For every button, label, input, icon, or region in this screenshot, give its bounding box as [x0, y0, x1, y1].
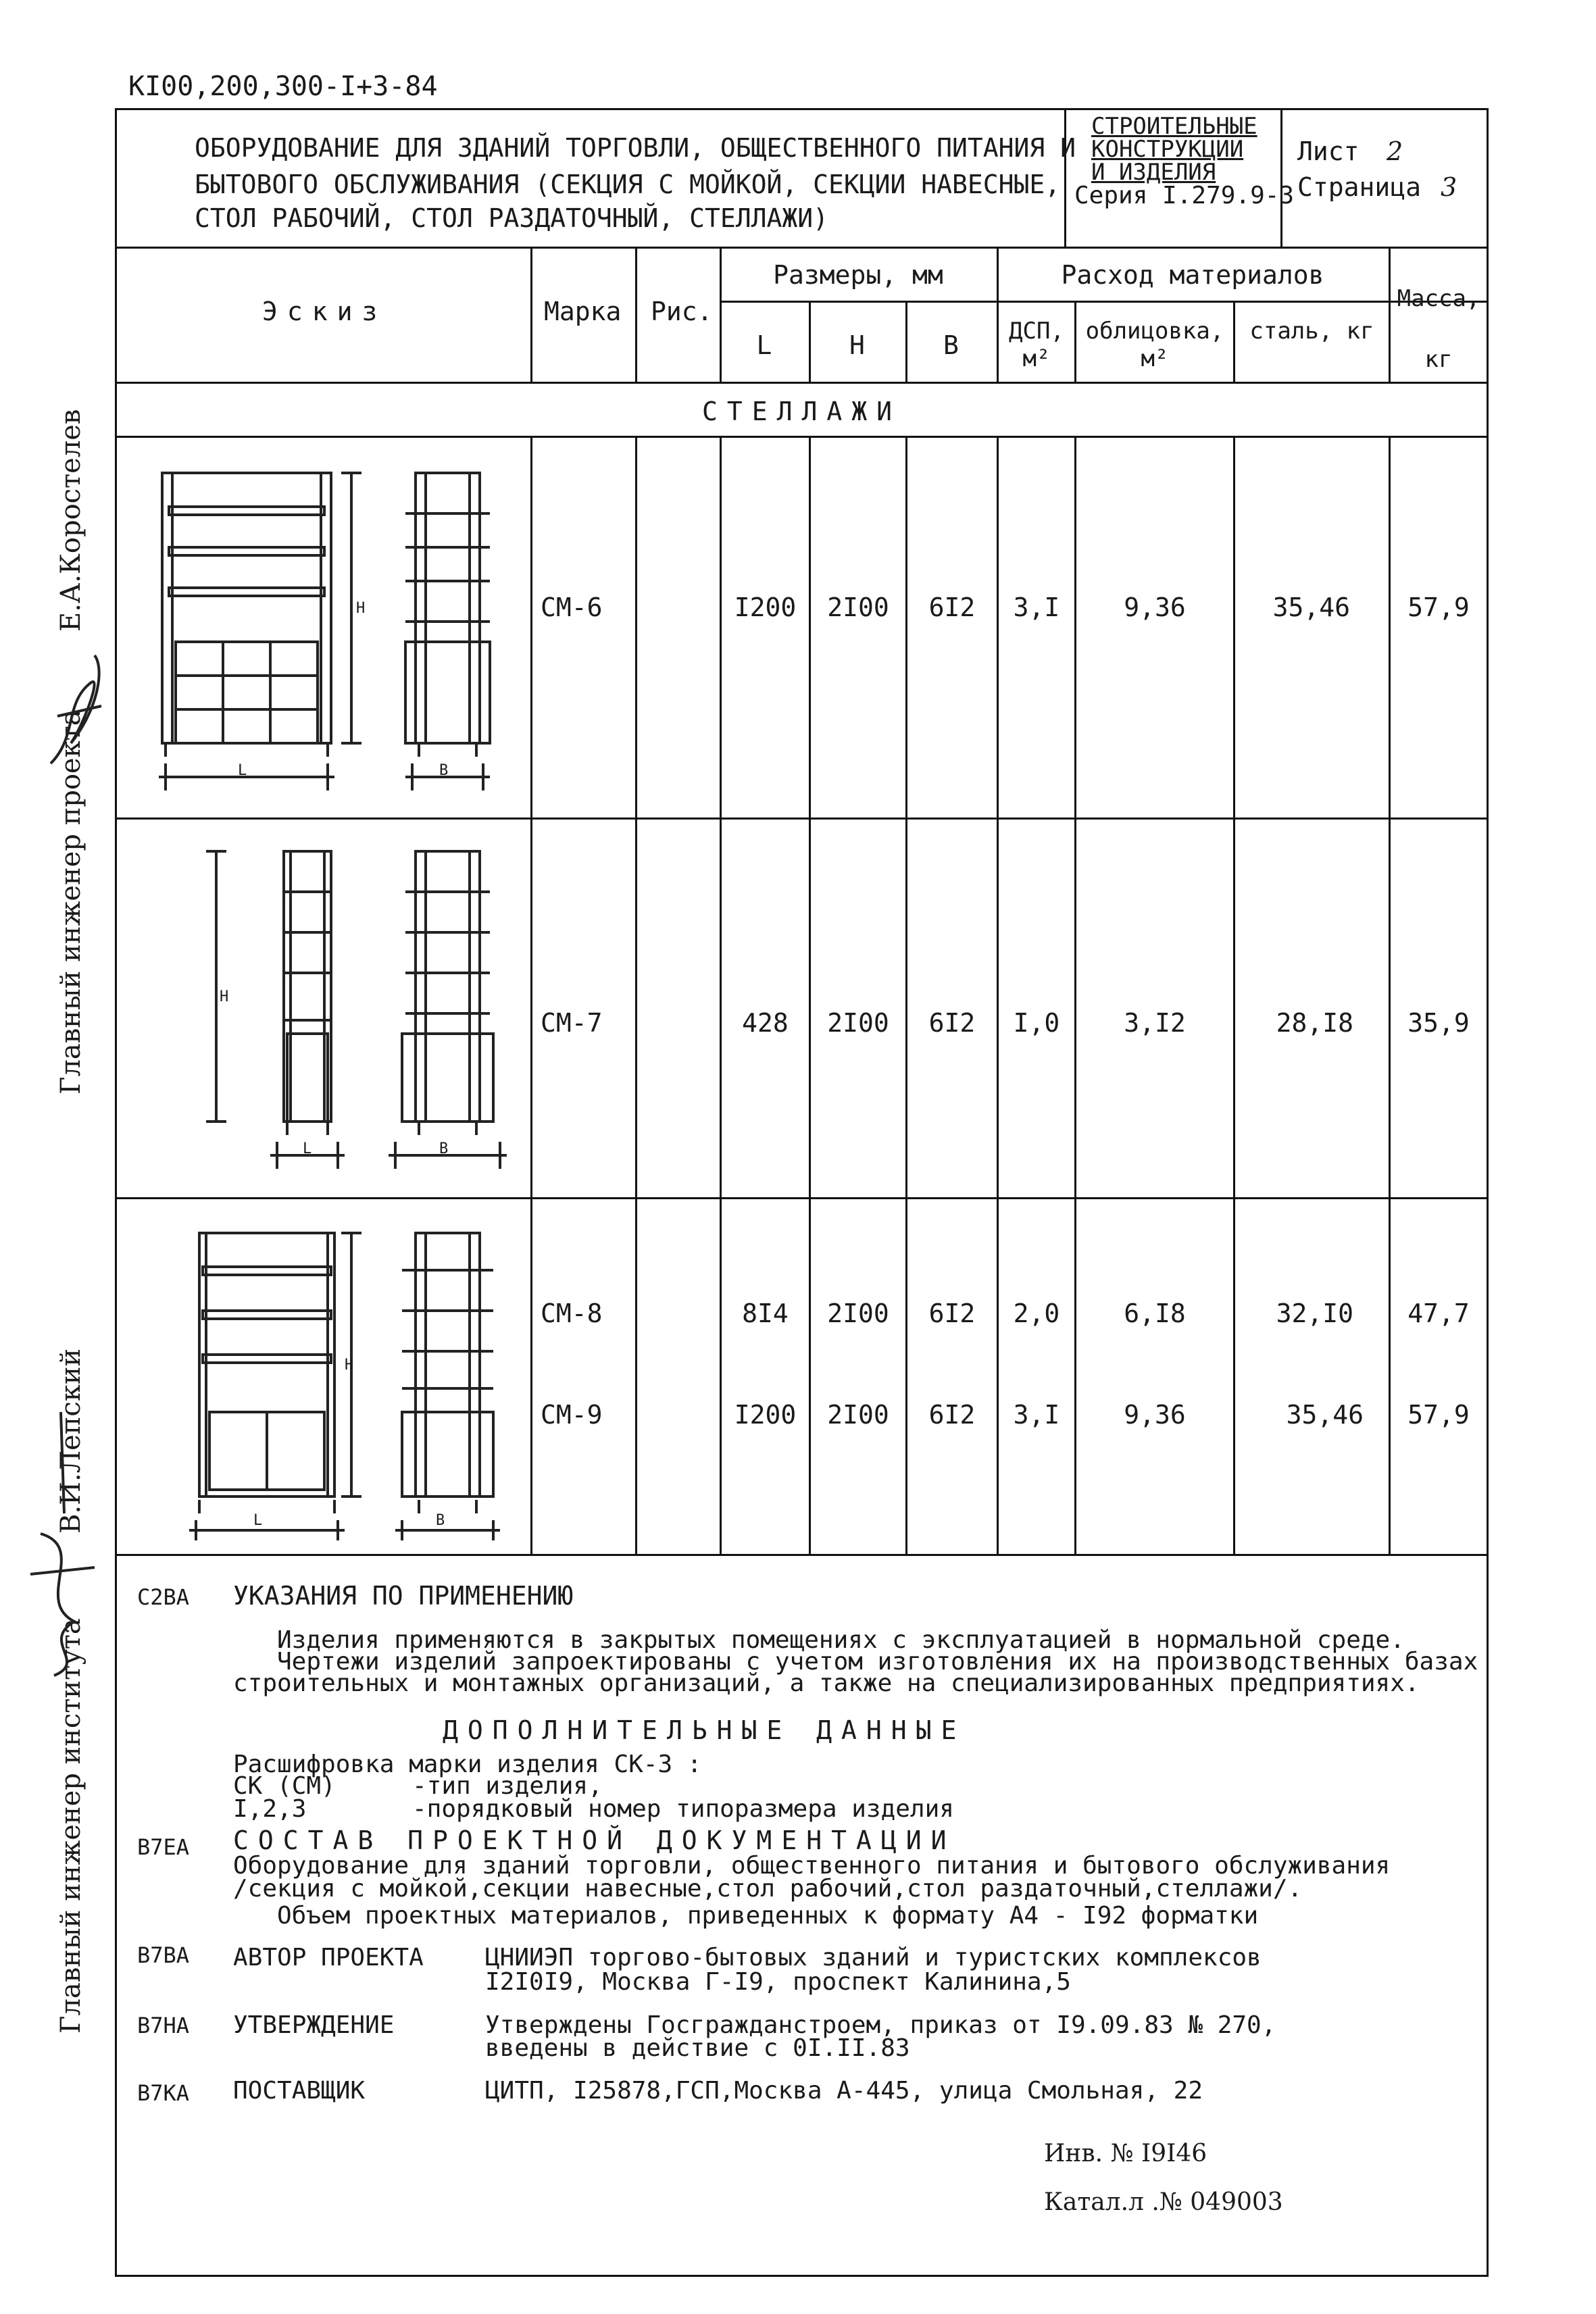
row-steel: 35,46 — [1286, 1400, 1364, 1430]
dims-group-header: Размеры, мм — [773, 260, 943, 290]
note-supplier-label: ПОСТАВЩИК — [233, 2077, 366, 2105]
note-usage-line-3: строительных и монтажных организаций, а также на специализированных предприятиях. — [233, 1669, 1420, 1697]
grid-v-hd-1 — [530, 247, 532, 382]
note-heading-additional: ДОПОЛНИТЕЛЬНЫЕ ДАННЫЕ — [443, 1715, 966, 1745]
grid-h-subheader — [720, 301, 1487, 303]
series-number: Серия I.279.9-3 — [1074, 182, 1295, 209]
sketch-label-H: H — [356, 600, 366, 617]
page-label: Страница — [1297, 172, 1422, 202]
header-divider-1 — [1064, 108, 1066, 247]
sketch-label-H: H — [220, 988, 229, 1005]
note-decode-line: Расшифровка марки изделия СК-3 : — [233, 1751, 702, 1778]
col-dsp-header: ДСП, м² — [1009, 318, 1064, 372]
note-supplier-line: ЦИТП, I25878,ГСП,Москва А-445, улица Смольная, 22 — [485, 2077, 1203, 2105]
row-H: 2I00 — [827, 1008, 889, 1038]
sketch-label-B: B — [439, 1140, 449, 1157]
header-divider-2 — [1280, 108, 1282, 247]
col-mark-header: Марка — [544, 297, 622, 326]
note-code: В7ВА — [137, 1942, 190, 1968]
side-chief-engineer-project: Главный инженер проекта — [55, 709, 86, 1095]
row-B: 6I2 — [928, 1008, 976, 1038]
note-usage-line-1: Изделия применяются в закрытых помещениях с эксплуатацией в нормальной среде. — [277, 1626, 1405, 1654]
note-heading-usage: УКАЗАНИЯ ПО ПРИМЕНЕНИЮ — [233, 1581, 574, 1611]
col-mass-header: Масса, — [1397, 285, 1480, 312]
side-chief-engineer-institute: Главный инженер института — [55, 1618, 86, 2034]
sketch-sm8-sm9 — [135, 1216, 520, 1547]
note-decode-a-val: -тип изделия, — [412, 1772, 603, 1800]
row-L: I200 — [734, 1400, 797, 1430]
row-mass: 57,9 — [1407, 593, 1470, 622]
side-name-lepsky: В.И.Лепский — [55, 1348, 86, 1534]
category-line-1: СТРОИТЕЛЬНЫЕ — [1091, 113, 1257, 140]
sheet-value: 2 — [1387, 136, 1403, 166]
row-steel: 32,I0 — [1276, 1299, 1353, 1328]
col-B-header: B — [943, 330, 959, 360]
grid-h-head-bottom — [115, 382, 1489, 384]
note-code: В7ЕА — [137, 1834, 190, 1860]
col-fig-header: Рис. — [651, 297, 713, 326]
row-facing: 3,I2 — [1124, 1008, 1186, 1038]
category-line-2: КОНСТРУКЦИИ — [1091, 136, 1244, 163]
sketch-label-L: L — [303, 1140, 312, 1157]
row-mark: СМ-9 — [541, 1400, 603, 1430]
note-decode-a-key: СК (СМ) — [233, 1772, 336, 1800]
col-steel-header: сталь, кг — [1249, 318, 1374, 345]
grid-v-2 — [635, 436, 637, 1554]
col-mass-unit: кг — [1424, 346, 1453, 373]
note-decode-b-val: -порядковый номер типоразмера изделия — [412, 1795, 954, 1823]
col-H-header: H — [849, 330, 865, 360]
row-H: 2I00 — [827, 1299, 889, 1328]
catalog-number: Катал.л .№ 049003 — [1044, 2188, 1283, 2216]
col-facing-header: облицовка, м² — [1085, 318, 1224, 372]
document-code: КI00,200,300-I+3-84 — [128, 71, 438, 102]
row-mass: 57,9 — [1407, 1400, 1470, 1430]
sketch-label-H: H — [345, 1357, 354, 1374]
note-author-line-1: ЦНИИЭП торгово-бытовых зданий и туристских комплексов — [485, 1944, 1262, 1971]
side-name-korostelev: Е.А.Коростелев — [55, 409, 86, 632]
row-L: I200 — [734, 593, 797, 622]
note-approval-line-1: Утверждены Госгражданстроем, приказ от I9.09.83 № 270, — [485, 2011, 1276, 2039]
sketch-sm6 — [135, 459, 520, 804]
header-title-line-2: БЫТОВОГО ОБСЛУЖИВАНИЯ (СЕКЦИЯ С МОЙКОЙ, СЕКЦИИ НАВЕСНЫЕ, — [195, 170, 1061, 199]
signature-lepsky — [14, 1399, 108, 1682]
notes-top-rule — [115, 1554, 1489, 1556]
note-usage-line-2: Чертежи изделий запроектированы с учетом изготовления их на производственных базах — [277, 1648, 1478, 1676]
header-bottom-rule — [115, 247, 1489, 249]
note-author-line-2: I2I0I9, Москва Г-I9, проспект Калинина,5 — [485, 1968, 1071, 1996]
row-H: 2I00 — [827, 1400, 889, 1430]
grid-v-hd-2 — [635, 247, 637, 382]
row-mark: СМ-8 — [541, 1299, 603, 1328]
note-code: В7КА — [137, 2080, 190, 2106]
row-steel: 28,I8 — [1276, 1008, 1353, 1038]
grid-h-row1 — [115, 818, 1489, 820]
row-mark: СМ-6 — [541, 593, 603, 622]
note-heading-composition: СОСТАВ ПРОЕКТНОЙ ДОКУМЕНТАЦИИ — [233, 1826, 956, 1855]
note-composition-line-2: /секция с мойкой,секции навесные,стол рабочий,стол раздаточный,стеллажи/. — [233, 1875, 1303, 1903]
row-dsp: 3,I — [1013, 593, 1060, 622]
row-mark: СМ-7 — [541, 1008, 603, 1038]
row-mass: 35,9 — [1407, 1008, 1470, 1038]
sheet-label: Лист — [1297, 136, 1360, 166]
row-mass: 47,7 — [1407, 1299, 1470, 1328]
row-B: 6I2 — [928, 593, 976, 622]
sketch-label-L: L — [253, 1512, 263, 1529]
note-code: В7НА — [137, 2013, 190, 2038]
page-value: 3 — [1441, 172, 1457, 202]
sketch-sm7 — [135, 838, 520, 1182]
section-title: СТЕЛЛАЖИ — [701, 397, 902, 426]
row-steel: 35,46 — [1272, 593, 1350, 622]
note-composition-line-1: Оборудование для зданий торговли, общественного питания и бытового обслуживания — [233, 1852, 1391, 1880]
note-composition-line-3: Объем проектных материалов, приведенных к формату А4 - I92 форматки — [277, 1902, 1259, 1930]
grid-h-section — [115, 436, 1489, 438]
frame-right — [1487, 108, 1489, 2277]
row-L: 428 — [742, 1008, 789, 1038]
row-B: 6I2 — [928, 1299, 976, 1328]
sketch-label-L: L — [238, 762, 247, 779]
note-approval-line-2: введены в действие с 0I.II.83 — [485, 2034, 910, 2062]
note-approval-label: УТВЕРЖДЕНИЕ — [233, 2011, 395, 2039]
row-L: 8I4 — [742, 1299, 789, 1328]
row-dsp: I,0 — [1013, 1008, 1060, 1038]
row-facing: 9,36 — [1124, 593, 1186, 622]
note-decode-b-key: I,2,3 — [233, 1795, 307, 1823]
col-L-header: L — [756, 330, 772, 360]
note-author-label: АВТОР ПРОЕКТА — [233, 1944, 424, 1971]
signature-korostelev — [37, 642, 111, 777]
row-dsp: 2,0 — [1013, 1299, 1060, 1328]
row-B: 6I2 — [928, 1400, 976, 1430]
note-code: С2ВА — [137, 1584, 190, 1610]
frame-top — [115, 108, 1489, 110]
frame-left — [115, 108, 117, 2277]
grid-v-1 — [530, 436, 532, 1554]
header-title-line-1: ОБОРУДОВАНИЕ ДЛЯ ЗДАНИЙ ТОРГОВЛИ, ОБЩЕСТВЕННОГО ПИТАНИЯ И — [195, 133, 1076, 163]
category-line-3: И ИЗДЕЛИЯ — [1091, 159, 1216, 186]
header-title-line-3: СТОЛ РАБОЧИЙ, СТОЛ РАЗДАТОЧНЫЙ, СТЕЛЛАЖИ) — [195, 203, 828, 233]
row-dsp: 3,I — [1013, 1400, 1060, 1430]
materials-group-header: Расход материалов — [1061, 260, 1324, 290]
row-facing: 9,36 — [1124, 1400, 1186, 1430]
inventory-number: Инв. № I9I46 — [1044, 2140, 1207, 2167]
grid-h-row2 — [115, 1197, 1489, 1199]
col-sketch-header: Эскиз — [262, 297, 387, 326]
row-facing: 6,I8 — [1124, 1299, 1186, 1328]
row-H: 2I00 — [827, 593, 889, 622]
sketch-label-B: B — [439, 762, 449, 779]
sketch-label-B: B — [436, 1512, 445, 1529]
frame-bottom — [115, 2275, 1489, 2277]
